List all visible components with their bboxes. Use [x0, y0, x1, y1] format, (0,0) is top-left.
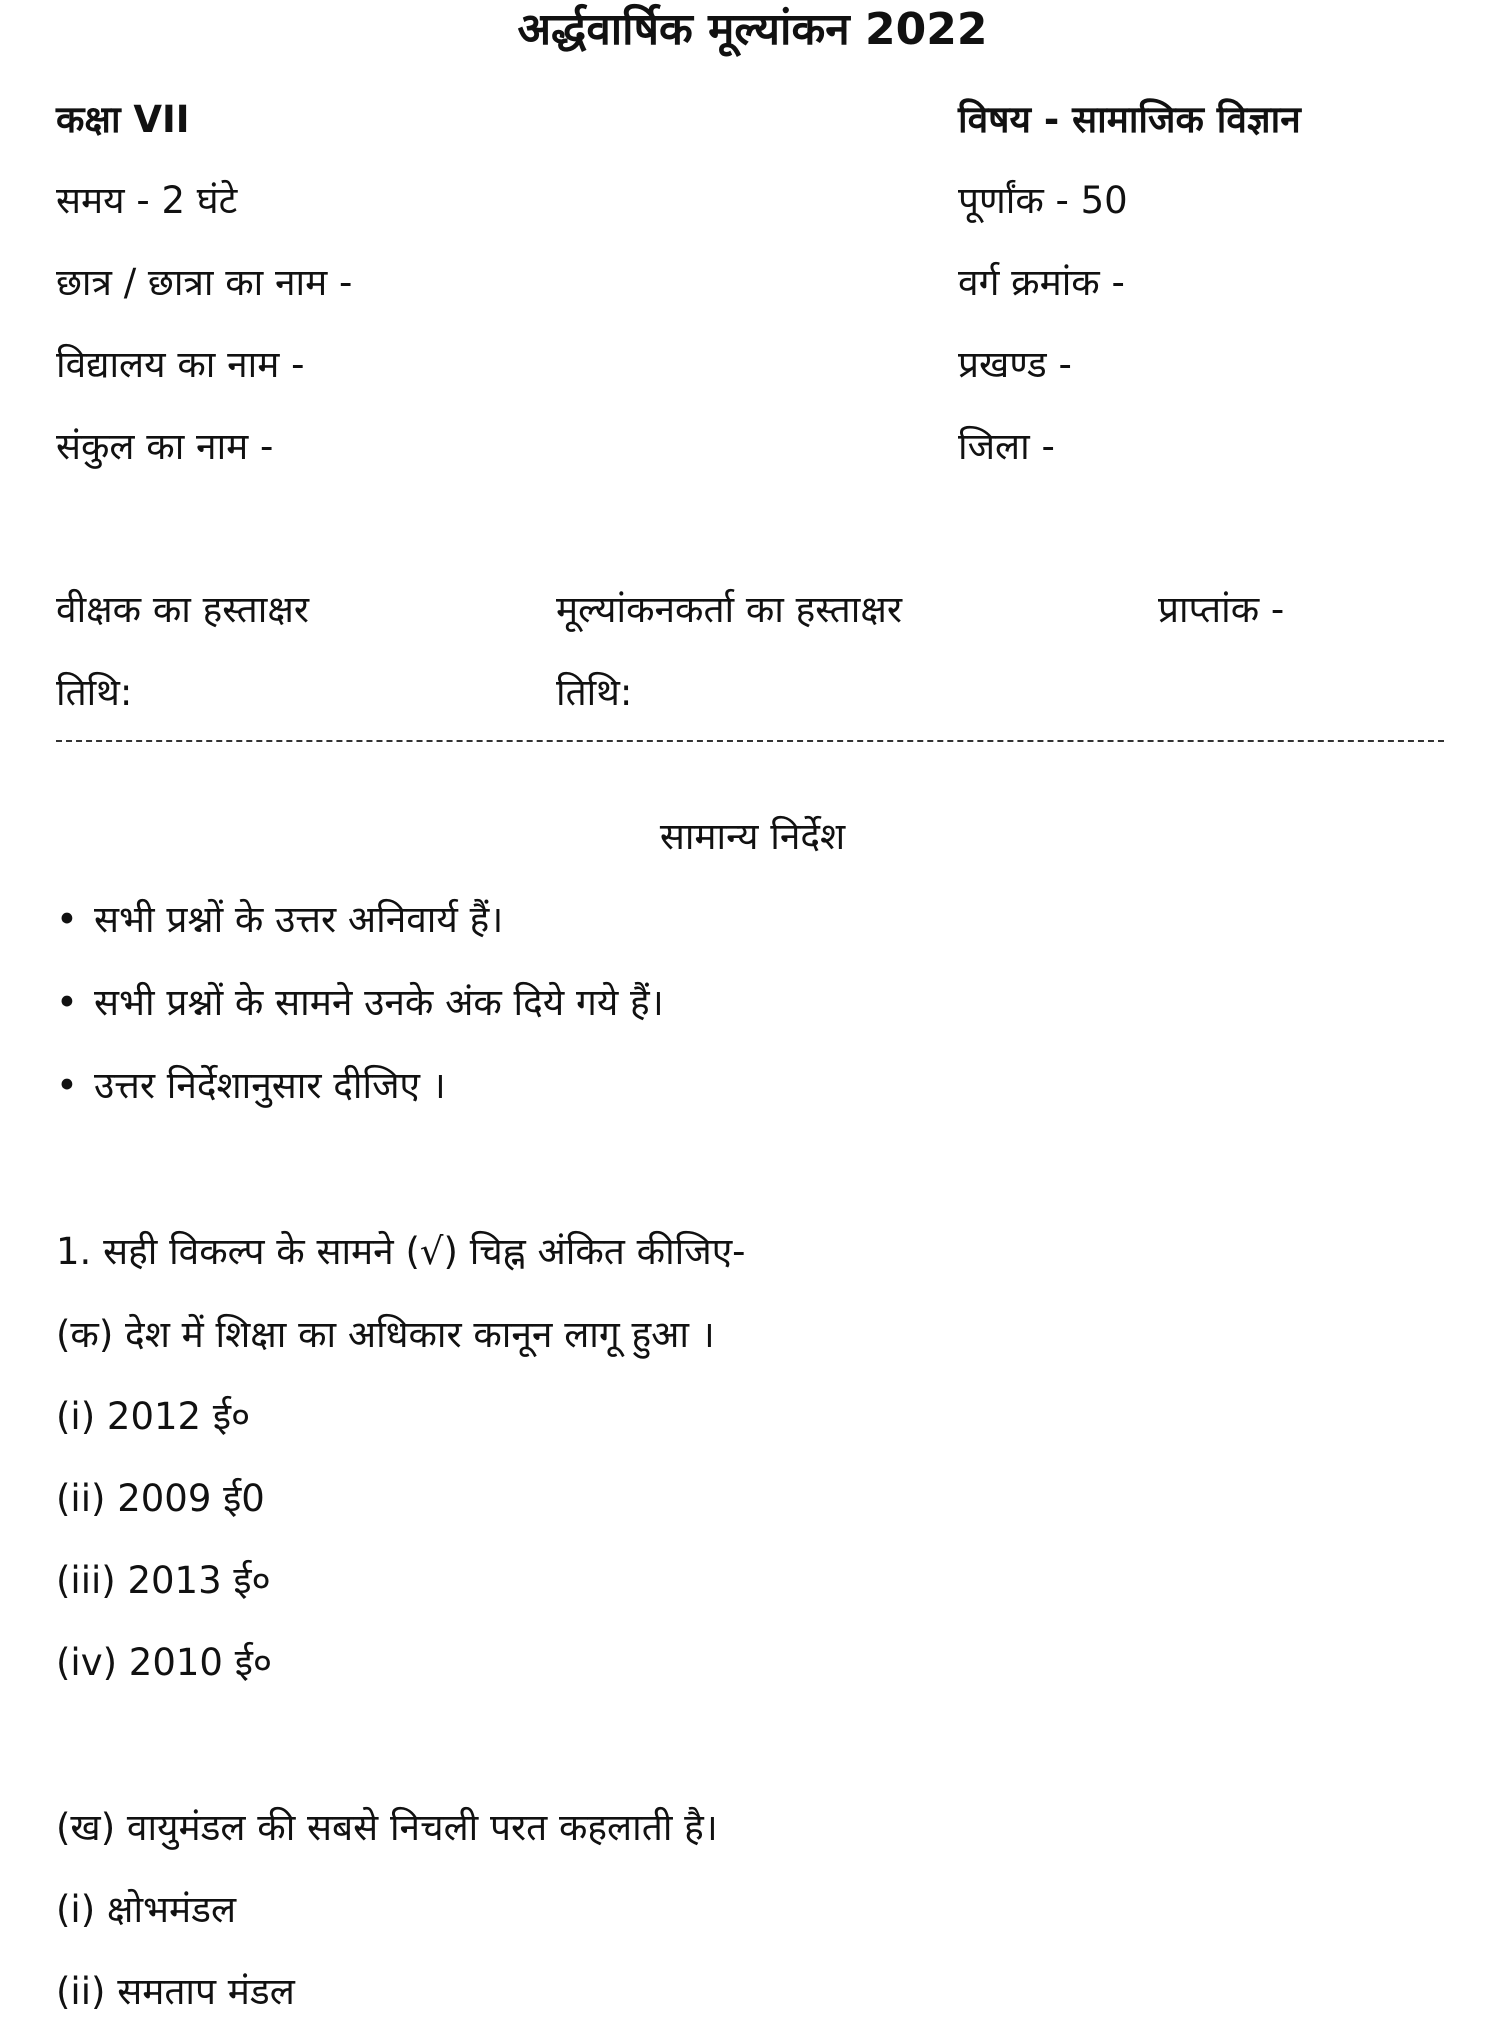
evaluator-date-label: तिथि: [556, 671, 633, 714]
option-1b-i: (i) क्षोभमंडल [56, 1888, 237, 1931]
instruction-item: • सभी प्रश्नों के सामने उनके अंक दिये गये हैं। [56, 978, 664, 1028]
option-1a-iv: (iv) 2010 ई० [56, 1641, 273, 1684]
subject-label: विषय - सामाजिक विज्ञान [958, 98, 1301, 141]
full-marks-label: पूर्णांक - 50 [958, 179, 1128, 222]
class-label: कक्षा VII [56, 98, 190, 141]
question-1b-text: (ख) वायुमंडल की सबसे निचली परत कहलाती है। [56, 1806, 718, 1849]
school-name-label: विद्यालय का नाम - [56, 343, 305, 386]
option-1b-ii: (ii) समताप मंडल [56, 1970, 295, 2013]
instruction-item: • सभी प्रश्नों के उत्तर अनिवार्य हैं। [56, 895, 503, 945]
option-1a-i: (i) 2012 ई० [56, 1395, 251, 1438]
evaluator-signature-label: मूल्यांकनकर्ता का हस्ताक्षर [556, 588, 903, 631]
question-1-prompt: 1. सही विकल्प के सामने (√) चिह्न अंकित कीजिए- [56, 1230, 746, 1273]
time-label: समय - 2 घंटे [56, 179, 238, 222]
option-1a-ii: (ii) 2009 ई0 [56, 1477, 265, 1520]
section-divider [56, 740, 1444, 742]
bullet-icon: • [56, 898, 78, 941]
invigilator-signature-label: वीक्षक का हस्ताक्षर [56, 588, 309, 631]
question-1a-text: (क) देश में शिक्षा का अधिकार कानून लागू हुआ । [56, 1313, 715, 1356]
cluster-name-label: संकुल का नाम - [56, 425, 274, 468]
marks-obtained-label: प्राप्तांक - [1158, 588, 1285, 631]
district-label: जिला - [958, 425, 1055, 468]
instructions-heading: सामान्य निर्देश [659, 815, 846, 858]
option-1a-iii: (iii) 2013 ई० [56, 1559, 271, 1602]
block-label: प्रखण्ड - [958, 343, 1072, 386]
bullet-icon: • [56, 1064, 78, 1107]
student-name-label: छात्र / छात्रा का नाम - [56, 261, 353, 304]
invigilator-date-label: तिथि: [56, 671, 133, 714]
bullet-icon: • [56, 981, 78, 1024]
instruction-item: • उत्तर निर्देशानुसार दीजिए । [56, 1061, 446, 1111]
roll-no-label: वर्ग क्रमांक - [958, 261, 1125, 304]
exam-title: अर्द्धवार्षिक मूल्यांकन 2022 [517, 4, 988, 55]
